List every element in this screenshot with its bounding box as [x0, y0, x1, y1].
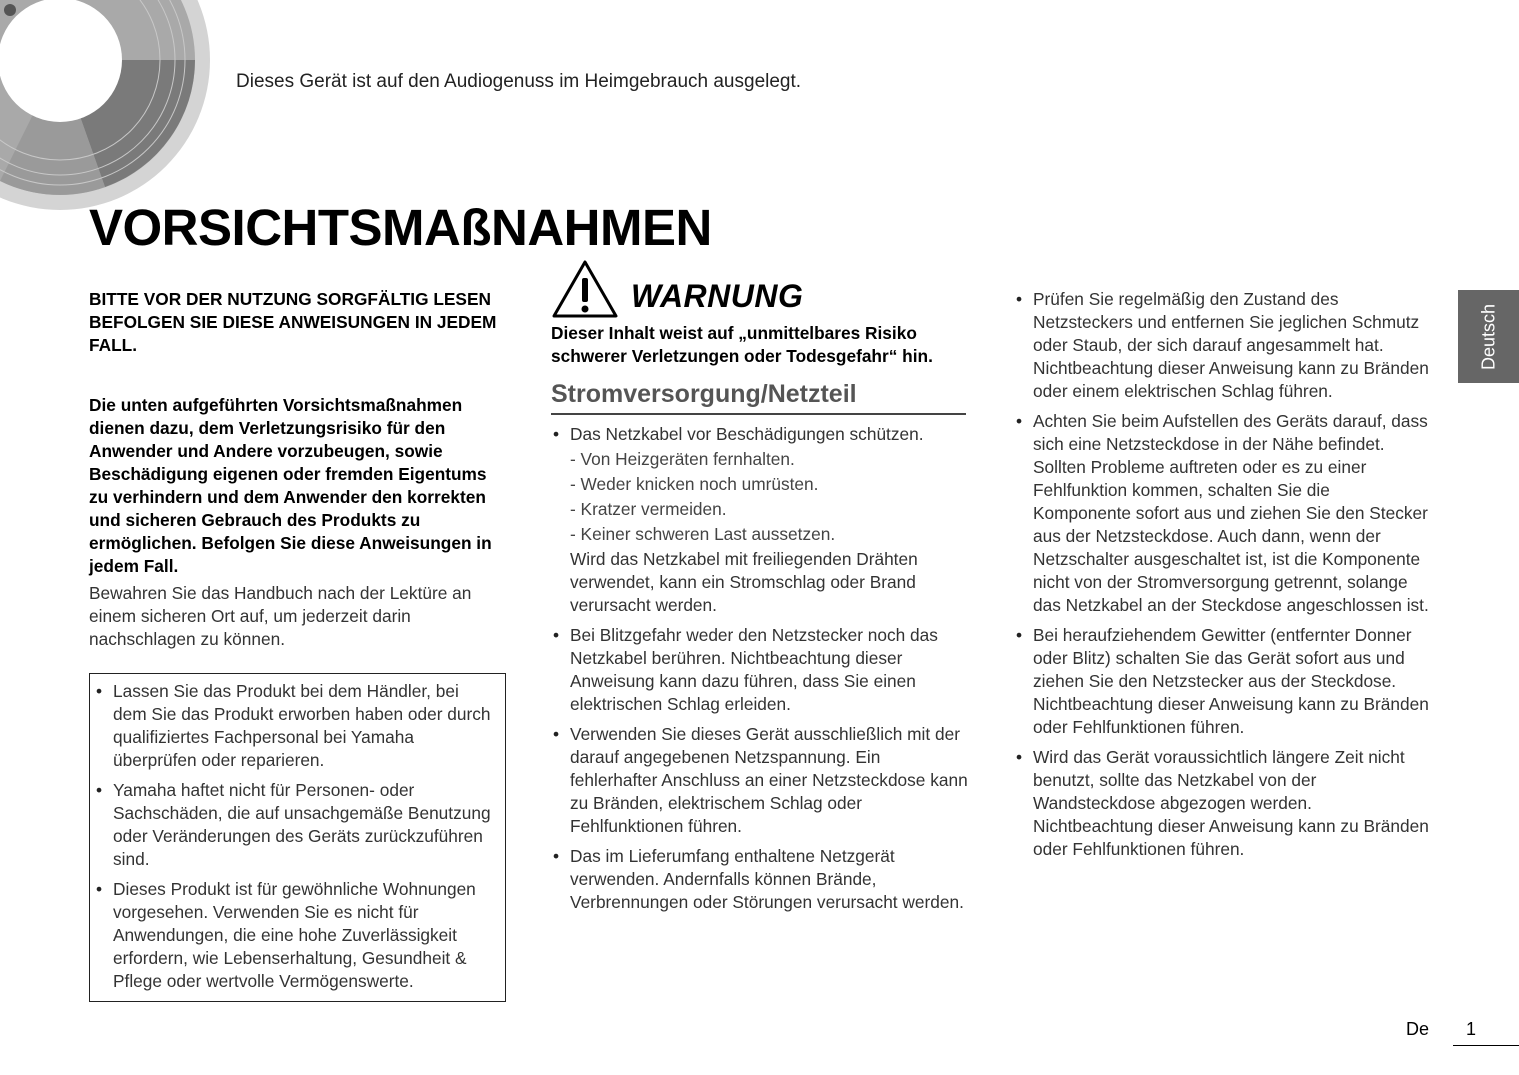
keep-manual-note: Bewahren Sie das Handbuch nach der Lektüre an einem sicheren Ort auf, um jederzeit darin nachschlagen zu können. — [89, 583, 472, 649]
column-middle — [551, 258, 971, 914]
sub-item: - Weder knicken noch umrüsten. — [570, 474, 819, 494]
warning-header — [551, 258, 971, 320]
warning-description: Dieser Inhalt weist auf „unmittelbares Risiko schwerer Verletzungen oder Todesgefahr“ hin. — [551, 323, 933, 366]
language-tab-label: Deutsch — [1478, 303, 1498, 370]
power-list-continued — [1014, 288, 1429, 861]
sub-item: - Von Heizgeräten fernhalten. — [570, 449, 795, 469]
list-item: • Dieses Produkt ist für gewöhnliche Wohnungen vorgesehen. Verwenden Sie es nicht für Anwendungen, die eine hohe Zuverlässigkeit erfordern, wie Lebenserhaltung, Gesundheit & Pflege oder wertvolle Vermögenswerte. — [94, 878, 497, 993]
list-item: • Lassen Sie das Produkt bei dem Händler, bei dem Sie das Produkt erworben haben oder durch qualifiziertes Fachpersonal bei Yamaha überprüfen oder reparieren. — [94, 680, 497, 772]
section-title-power: Stromversorgung/Netzteil — [551, 383, 966, 415]
footer-language: De — [1406, 1019, 1430, 1039]
intro-text: Dieses Gerät ist auf den Audiogenuss im Heimgebrauch ausgelegt. — [236, 71, 802, 92]
warning-triangle-icon — [551, 259, 619, 319]
disc-graphic — [0, 0, 210, 210]
list-item: • Bei heraufziehendem Gewitter (entfernter Donner oder Blitz) schalten Sie das Gerät sofort aus und ziehen Sie den Netzstecker aus der Steckdose. Nichtbeachtung dieser Anweisung kann zu Bränden oder Fehlfunktionen führen. — [1014, 624, 1429, 739]
precautions-intro: Die unten aufgeführten Vorsichtsmaßnahmen dienen dazu, dem Verletzungsrisiko für den Anwender und Andere vorzubeugen, sowie Beschädigung eigenen oder fremden Eigentums zu verhindern und dem Anwender den korrekten und sicheren Gebrauch des Produkts zu ermöglichen. Befolgen Sie diese Anweisungen in jedem Fall. — [89, 395, 492, 576]
info-box-list — [94, 680, 497, 993]
list-item: • Prüfen Sie regelmäßig den Zustand des Netzsteckers und entfernen Sie jeglichen Schmutz oder Staub, der sich darauf angesammelt hat. Nichtbeachtung dieser Anweisung kann zu Bränden oder einem elektrischen Schlag führen. — [1014, 288, 1429, 403]
list-item: • Bei Blitzgefahr weder den Netzstecker noch das Netzkabel berühren. Nichtbeachtung dieser Anweisung kann dazu führen, dass Sie einen elektrischen Schlag erleiden. — [551, 624, 971, 716]
list-item-lead: Das Netzkabel vor Beschädigungen schützen. — [570, 424, 924, 444]
page-number: 1 — [1466, 1019, 1477, 1039]
sub-item: - Keiner schweren Last aussetzen. — [570, 524, 836, 544]
list-item: • Verwenden Sie dieses Gerät ausschließlich mit der darauf angegebenen Netzspannung. Ein fehlerhafter Anschluss an einer Netzsteckdose kann zu Bränden, elektrischem Schlag oder Fehlfunktionen führen. — [551, 723, 971, 838]
list-item — [551, 423, 971, 617]
power-list — [551, 423, 971, 914]
list-item: • Yamaha haftet nicht für Personen- oder Sachschäden, die auf unsachgemäße Benutzung oder Veränderungen des Geräts zurückzuführen sind. — [94, 779, 497, 871]
footer-rule — [1453, 1045, 1519, 1046]
column-left — [89, 288, 509, 1002]
column-right — [1014, 288, 1429, 861]
list-item: • Wird das Gerät voraussichtlich längere Zeit nicht benutzt, sollte das Netzkabel von der Wandsteckdose abgezogen werden. Nichtbeachtung dieser Anweisung kann zu Bränden oder Fehlfunktionen führen. — [1014, 746, 1429, 861]
info-box — [89, 673, 506, 1002]
list-item: • Das im Lieferumfang enthaltene Netzgerät verwenden. Andernfalls können Brände, Verbrennungen oder Störungen verursacht werden. — [551, 845, 971, 914]
language-tab — [1458, 290, 1519, 383]
warning-title: WARNUNG — [631, 277, 804, 314]
list-item-tail: Wird das Netzkabel mit freiliegenden Drähten verwendet, kann ein Stromschlag oder Brand verursacht werden. — [570, 549, 918, 615]
sub-item: - Kratzer vermeiden. — [570, 499, 727, 519]
read-carefully-heading: BITTE VOR DER NUTZUNG SORGFÄLTIG LESEN BEFOLGEN SIE DIESE ANWEISUNGEN IN JEDEM FALL. — [89, 289, 497, 355]
page-title: VORSICHTSMAßNAHMEN — [89, 199, 712, 256]
list-item: • Achten Sie beim Aufstellen des Geräts darauf, dass sich eine Netzsteckdose in der Nähe befindet. Sollten Probleme auftreten oder es zu einer Fehlfunktion kommen, schalten Sie die Komponente sofort aus und ziehen Sie den Stecker aus der Netzsteckdose. Auch dann, wenn der Netzschalter ausgeschaltet ist, ist die Komponente nicht von der Stromversorgung getrennt, solange das Netzkabel an der Steckdose angeschlossen ist. — [1014, 410, 1429, 617]
